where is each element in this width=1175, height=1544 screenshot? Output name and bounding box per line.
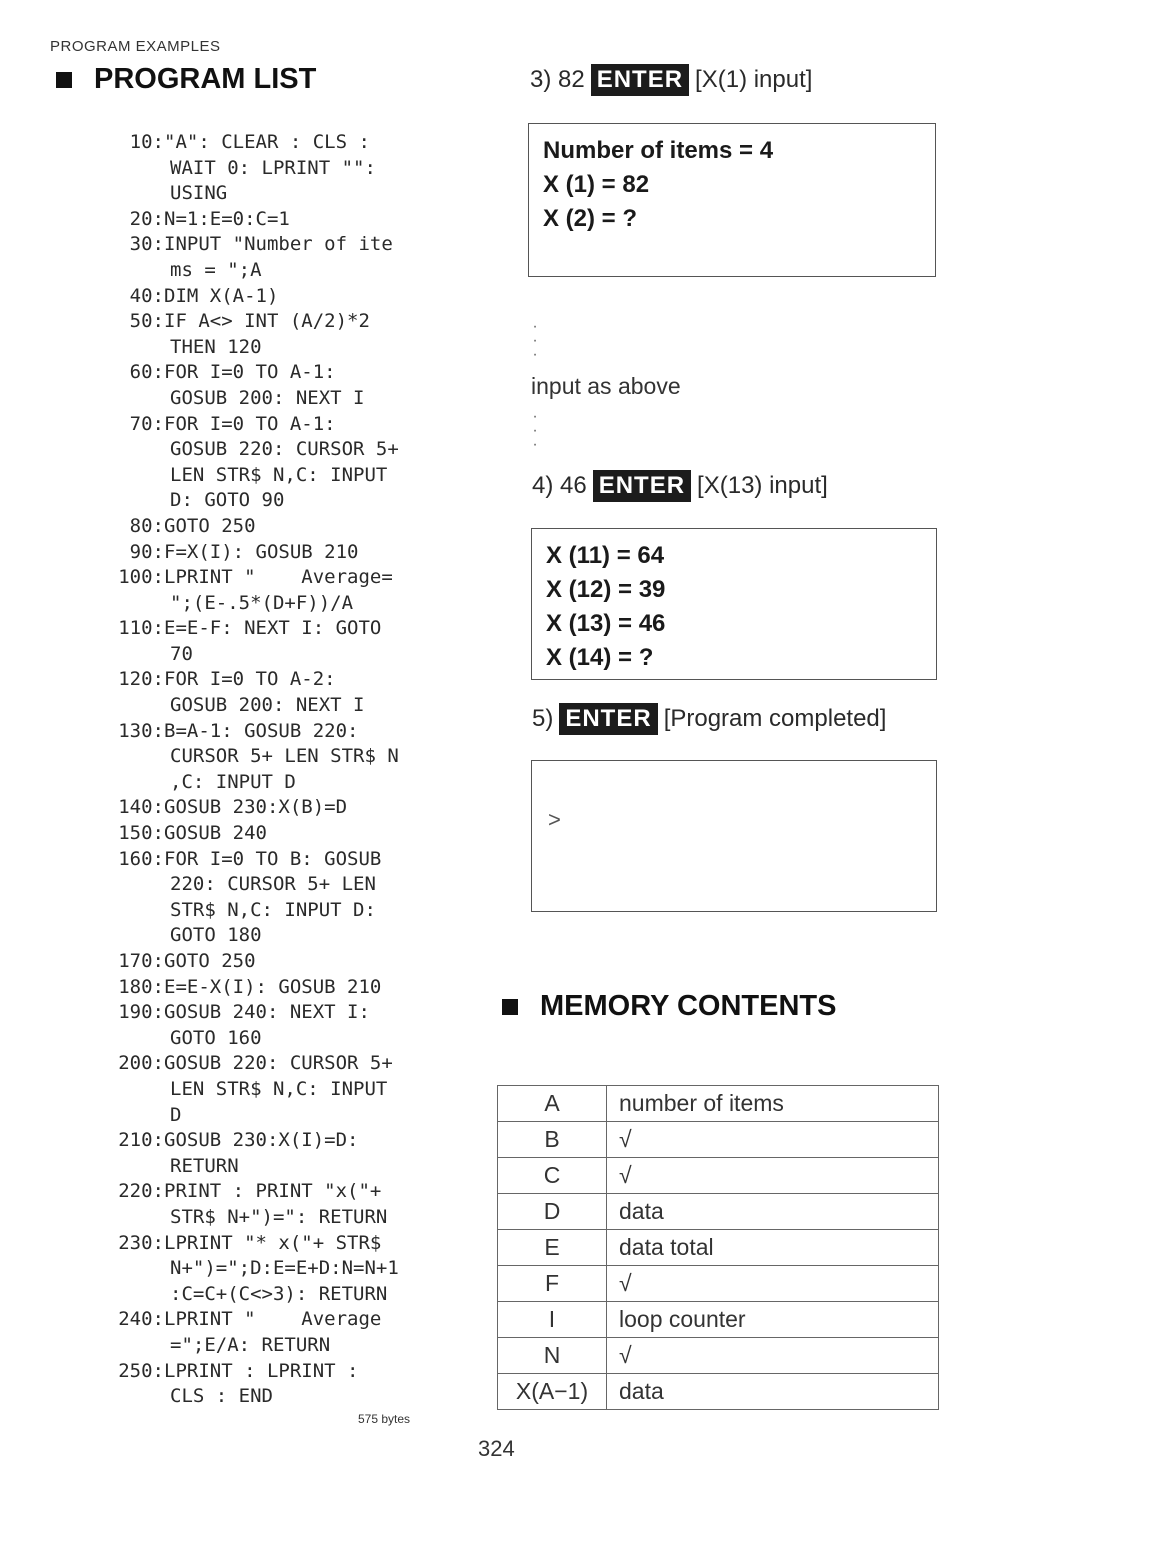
code-statement: LPRINT " Average: [164, 1308, 382, 1331]
line-number: 240:: [118, 1308, 164, 1331]
step-4: [532, 470, 828, 502]
line-number: 210:: [118, 1129, 164, 1152]
code-statement: B=A-1: GOSUB 220:: [164, 719, 359, 742]
prompt-symbol: >: [548, 807, 561, 832]
running-header: PROGRAM EXAMPLES: [50, 38, 221, 55]
variable-description: data: [607, 1194, 939, 1230]
code-continuation: 70: [170, 642, 193, 665]
variable-name: I: [498, 1302, 607, 1338]
code-continuation: GOSUB 200: NEXT I: [170, 386, 365, 409]
table-row: [498, 1302, 939, 1338]
code-statement: FOR I=0 TO A-1:: [164, 412, 336, 435]
code-statement: LPRINT "* x("+ STR$: [164, 1231, 382, 1254]
memory-contents-table: [497, 1085, 939, 1410]
line-number: 40:: [129, 284, 164, 307]
line-number: 130:: [118, 719, 164, 742]
line-number: 140:: [118, 796, 164, 819]
code-statement: DIM X(A-1): [164, 284, 279, 307]
code-statement: GOSUB 240: [164, 822, 267, 845]
code-line: [112, 667, 452, 693]
code-continuation: =";E/A: RETURN: [170, 1333, 331, 1356]
line-number: 80:: [129, 514, 164, 537]
code-line: [112, 309, 452, 335]
table-row: [498, 1086, 939, 1122]
line-number: 190:: [118, 1001, 164, 1024]
code-continuation: LEN STR$ N,C: INPUT: [170, 463, 388, 486]
display-line: Number of items = 4: [543, 137, 774, 164]
line-number: 50:: [129, 310, 164, 333]
variable-name: A: [498, 1086, 607, 1122]
line-number: 250:: [118, 1359, 164, 1382]
variable-description: data: [607, 1374, 939, 1410]
display-line: X (12) = 39: [546, 576, 666, 603]
variable-description: loop counter: [607, 1302, 939, 1338]
display-line: X (13) = 46: [546, 610, 666, 637]
code-line: [112, 232, 452, 258]
line-number: 170:: [118, 950, 164, 972]
memory-contents-title: MEMORY CONTENTS: [540, 990, 837, 1022]
code-statement: GOSUB 220: CURSOR 5+: [164, 1052, 393, 1075]
step-3-prefix: 3) 82: [530, 66, 585, 93]
variable-description: √: [607, 1122, 939, 1158]
code-continuation: GOSUB 220: CURSOR 5+: [170, 438, 399, 461]
code-statement: LPRINT " Average=: [164, 566, 393, 589]
code-line: [112, 1359, 452, 1385]
code-continuation: N+")=";D:E=E+D:N=N+1: [170, 1257, 399, 1280]
code-statement: GOSUB 230:X(I)=D:: [164, 1129, 359, 1152]
line-number: 70:: [129, 412, 164, 435]
variable-name: E: [498, 1230, 607, 1266]
square-bullet-icon: [502, 999, 518, 1015]
program-list-title: PROGRAM LIST: [94, 63, 317, 95]
variable-description: √: [607, 1266, 939, 1302]
code-continuation: GOSUB 200: NEXT I: [170, 694, 365, 717]
code-statement: FOR I=0 TO A-1:: [164, 361, 336, 384]
enter-key-icon: ENTER: [591, 64, 689, 96]
code-continuation: THEN 120: [170, 335, 262, 358]
code-statement: N=1:E=0:C=1: [164, 207, 290, 230]
code-line: [112, 975, 452, 1001]
code-line: [112, 1128, 452, 1154]
code-line: [112, 130, 452, 156]
continuation-dots-icon: · · ·: [532, 408, 538, 453]
lcd-display-2: [531, 528, 937, 680]
variable-description: data total: [607, 1230, 939, 1266]
line-number: 200:: [118, 1052, 164, 1075]
line-number: 180:: [118, 975, 164, 998]
code-line: [112, 412, 452, 438]
code-line: [112, 795, 452, 821]
variable-description: √: [607, 1338, 939, 1374]
variable-description: number of items: [607, 1086, 939, 1122]
code-statement: GOTO 250: [164, 514, 256, 537]
code-statement: "A": CLEAR : CLS :: [164, 131, 370, 153]
line-number: 60:: [129, 361, 164, 384]
code-line: [112, 949, 452, 975]
code-continuation: STR$ N+")=": RETURN: [170, 1205, 388, 1228]
code-continuation: :C=C+(C<>3): RETURN: [170, 1282, 388, 1305]
code-statement: E=E-F: NEXT I: GOTO: [164, 617, 382, 640]
code-continuation: ms = ";A: [170, 258, 262, 281]
code-line: [112, 514, 452, 540]
variable-name: N: [498, 1338, 607, 1374]
line-number: 20:: [129, 207, 164, 230]
code-line: [112, 207, 452, 233]
lcd-display-1: [528, 123, 936, 277]
code-statement: FOR I=0 TO A-2:: [164, 668, 336, 691]
code-line: [112, 821, 452, 847]
step-3: [530, 64, 812, 96]
line-number: 230:: [118, 1231, 164, 1254]
line-number: 160:: [118, 847, 164, 870]
table-row: [498, 1266, 939, 1302]
program-size-label: 575 bytes: [358, 1412, 411, 1426]
variable-name: D: [498, 1194, 607, 1230]
code-line: [112, 565, 452, 591]
table-row: [498, 1374, 939, 1410]
code-continuation: WAIT 0: LPRINT "":: [170, 156, 376, 179]
code-line: [112, 847, 452, 873]
code-line: [112, 540, 452, 566]
line-number: 110:: [118, 617, 164, 640]
enter-key-icon: ENTER: [593, 470, 691, 502]
variable-name: F: [498, 1266, 607, 1302]
code-line: [112, 360, 452, 386]
continuation-dots-icon: · · ·: [532, 318, 538, 363]
code-line: [112, 616, 452, 642]
code-continuation: GOTO 160: [170, 1026, 262, 1049]
code-continuation: LEN STR$ N,C: INPUT: [170, 1077, 388, 1100]
code-line: [112, 719, 452, 745]
table-row: [498, 1338, 939, 1374]
lcd-display-3: [531, 760, 937, 912]
table-row: [498, 1122, 939, 1158]
table-row: [498, 1194, 939, 1230]
square-bullet-icon: [56, 72, 72, 88]
code-continuation: RETURN: [170, 1154, 239, 1177]
variable-name: B: [498, 1122, 607, 1158]
step-5-note: [Program completed]: [663, 705, 887, 732]
code-line: [112, 1231, 452, 1257]
code-statement: F=X(I): GOSUB 210: [164, 540, 359, 563]
code-statement: GOSUB 230:X(B)=D: [164, 796, 348, 819]
code-statement: FOR I=0 TO B: GOSUB: [164, 847, 382, 870]
enter-key-icon: ENTER: [559, 703, 657, 735]
memory-contents-heading: [502, 990, 836, 1023]
code-statement: GOTO 250: [164, 950, 256, 972]
code-continuation: D: [170, 1103, 182, 1126]
code-continuation: USING: [170, 182, 228, 205]
code-line: [112, 1000, 452, 1026]
table-row: [498, 1230, 939, 1266]
program-list-heading: [56, 63, 316, 96]
variable-name: C: [498, 1158, 607, 1194]
variable-name: X(A−1): [498, 1374, 607, 1410]
code-continuation: CURSOR 5+ LEN STR$ N: [170, 745, 399, 768]
line-number: 100:: [118, 566, 164, 589]
code-continuation: D: GOTO 90: [170, 489, 285, 512]
display-line: X (11) = 64: [546, 542, 665, 569]
line-number: 90:: [129, 540, 164, 563]
code-line: [112, 1051, 452, 1077]
step-5: [532, 703, 886, 735]
code-continuation: 220: CURSOR 5+ LEN: [170, 873, 376, 896]
line-number: 30:: [129, 233, 164, 256]
code-line: [112, 1179, 452, 1205]
page-number: 324: [478, 1436, 515, 1461]
code-statement: GOSUB 240: NEXT I:: [164, 1001, 370, 1024]
code-line: [112, 284, 452, 310]
code-statement: PRINT : PRINT "x("+: [164, 1180, 382, 1203]
line-number: 220:: [118, 1180, 164, 1203]
display-line: X (14) = ?: [546, 644, 654, 671]
step-4-note: [X(13) input]: [697, 472, 828, 499]
code-continuation: STR$ N,C: INPUT D:: [170, 898, 376, 921]
code-statement: LPRINT : LPRINT :: [164, 1359, 359, 1382]
code-continuation: ";(E-.5*(D+F))/A: [170, 591, 354, 614]
input-as-above-note: input as above: [531, 373, 681, 399]
code-statement: IF A<> INT (A/2)*2: [164, 310, 370, 333]
code-continuation: ,C: INPUT D: [170, 770, 296, 793]
step-3-note: [X(1) input]: [695, 66, 813, 93]
line-number: 120:: [118, 668, 164, 691]
step-5-prefix: 5): [532, 705, 554, 732]
variable-description: √: [607, 1158, 939, 1194]
line-number: 150:: [118, 822, 164, 845]
program-code-listing: [112, 130, 452, 1410]
table-row: [498, 1158, 939, 1194]
display-line: X (1) = 82: [543, 171, 650, 198]
code-line: [112, 1307, 452, 1333]
code-continuation: GOTO 180: [170, 924, 262, 947]
display-line: X (2) = ?: [543, 205, 638, 232]
code-statement: INPUT "Number of ite: [164, 233, 393, 256]
code-continuation: CLS : END: [170, 1385, 273, 1408]
code-statement: E=E-X(I): GOSUB 210: [164, 975, 382, 998]
line-number: 10:: [129, 131, 164, 153]
step-4-prefix: 4) 46: [532, 472, 587, 499]
